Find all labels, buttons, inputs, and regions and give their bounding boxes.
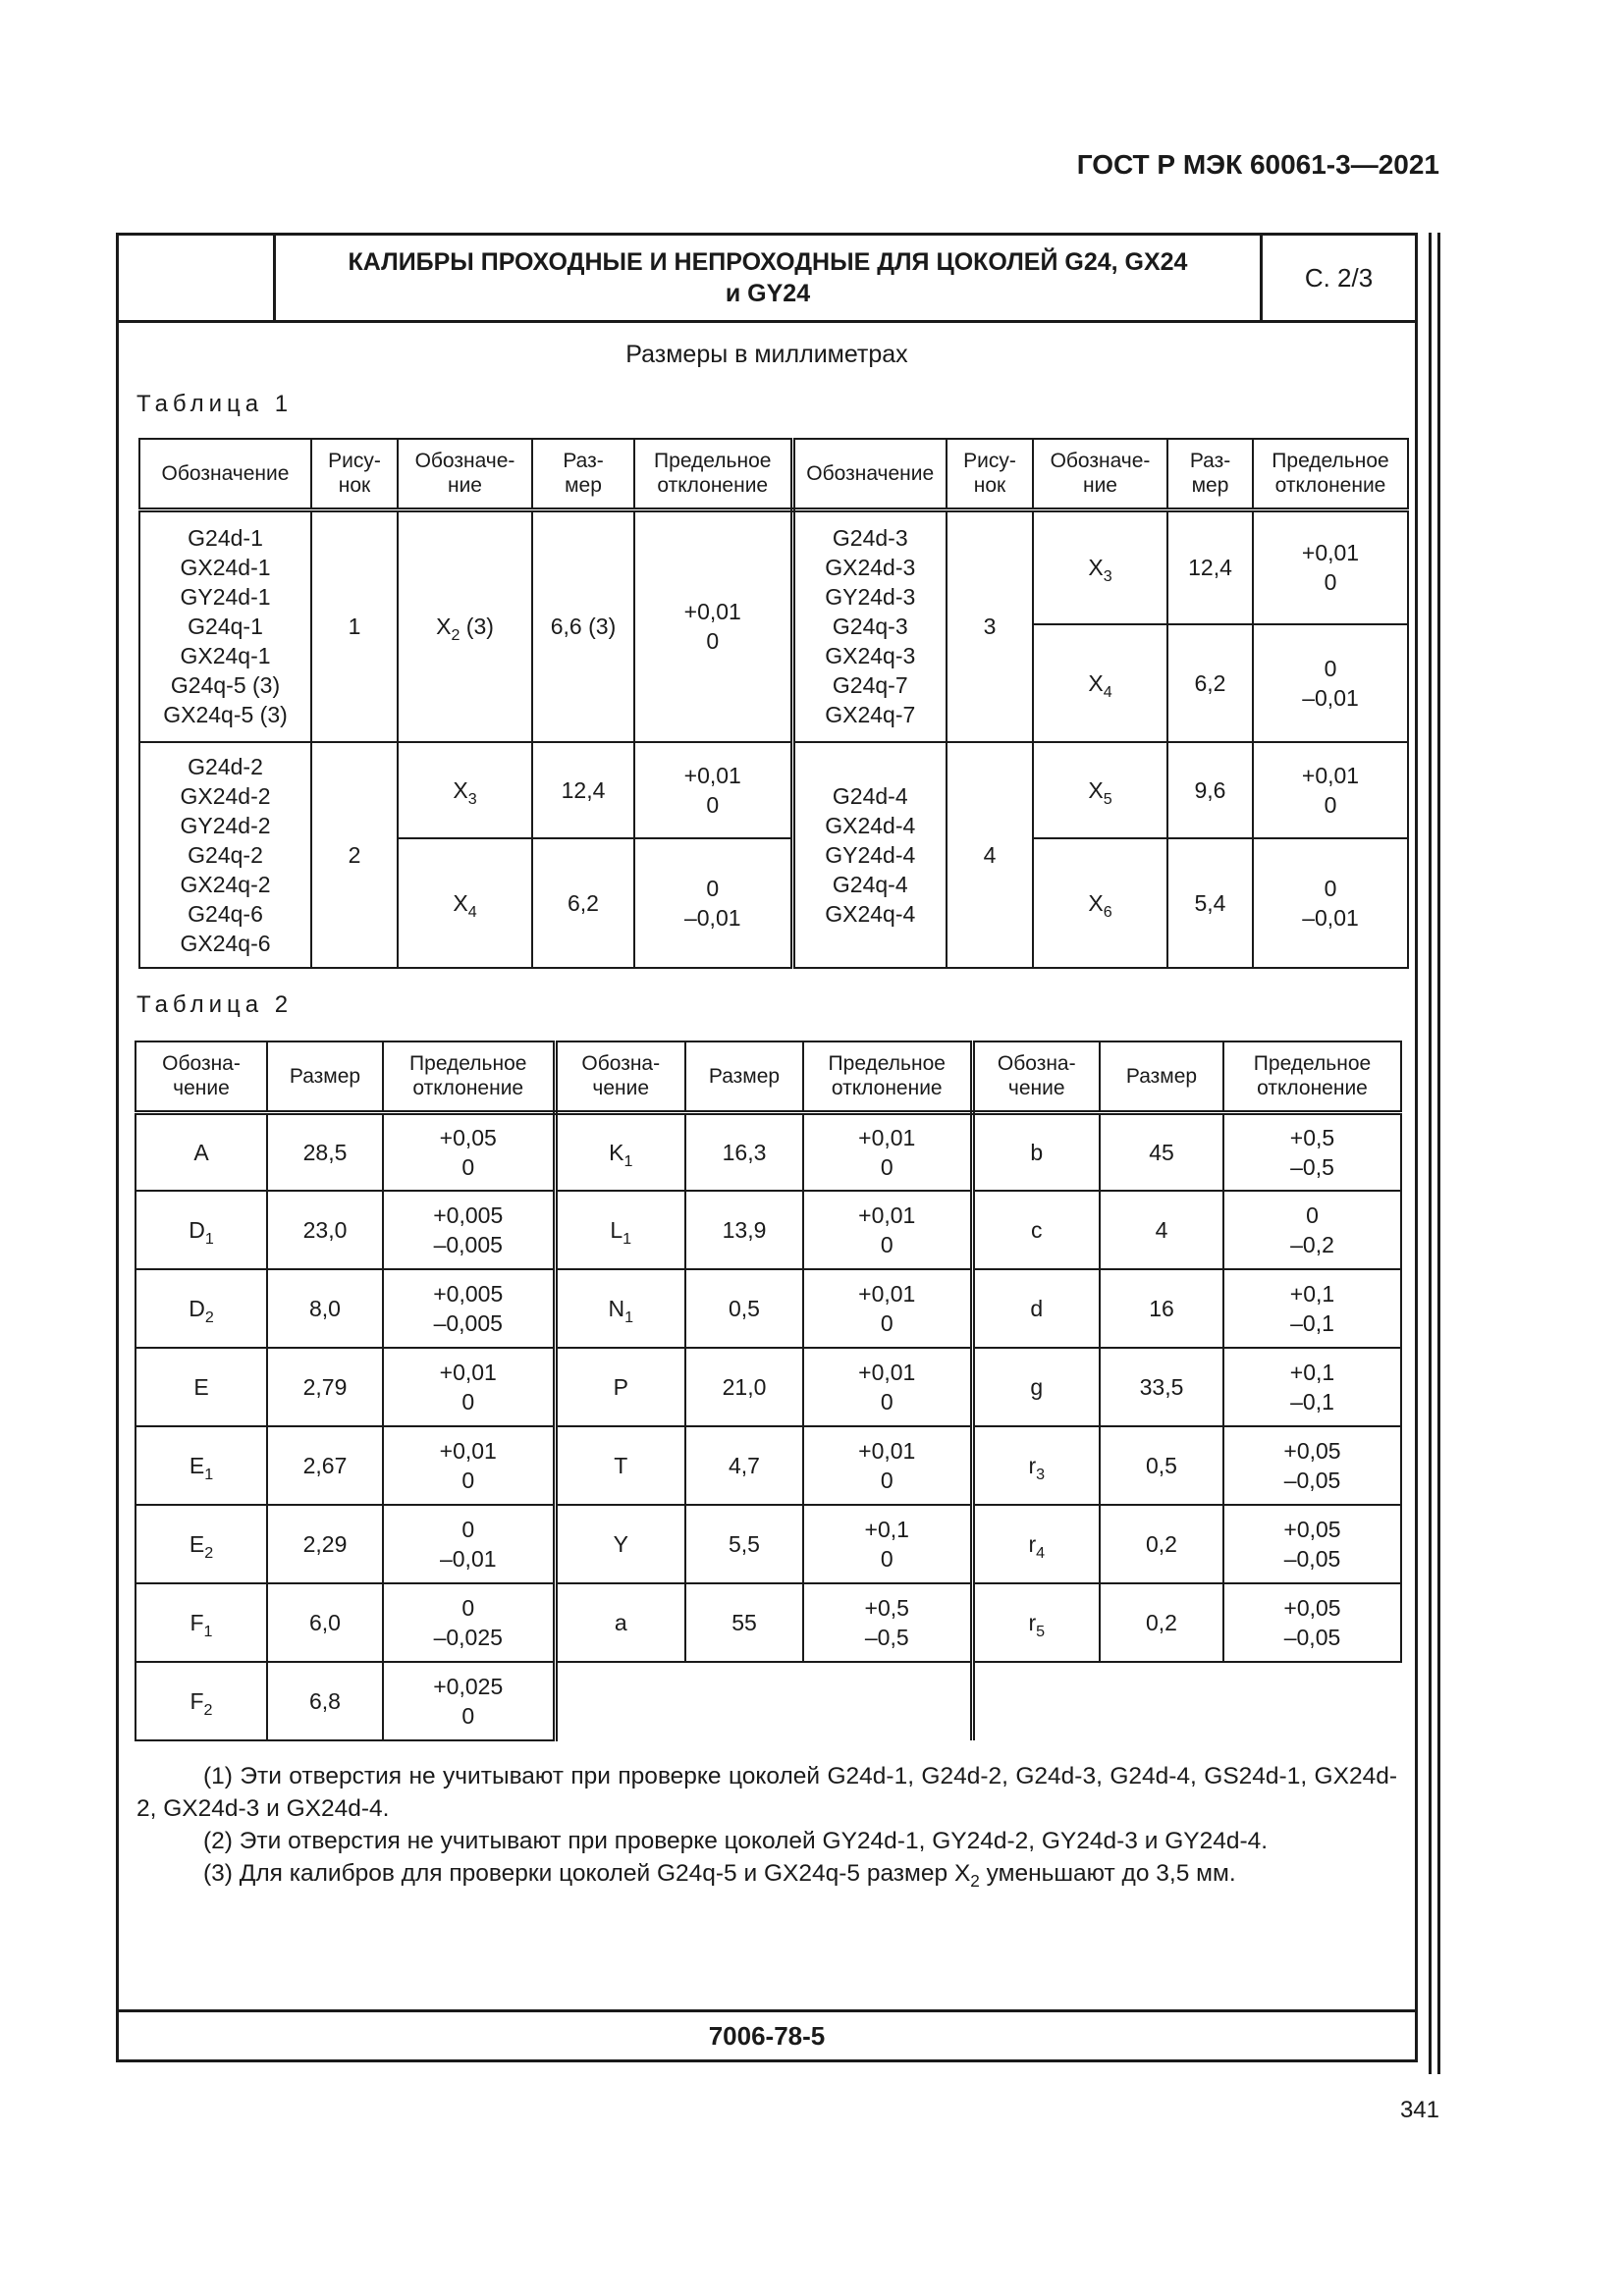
page-number: 341 [1399,2097,1439,2123]
size-value: 2,67 [267,1426,383,1505]
empty-cell [972,1662,1100,1740]
tolerance-value: +0,025 0 [383,1662,555,1740]
size-value: 5,4 [1167,838,1253,968]
tolerance-value: +0,5 –0,5 [803,1583,972,1662]
table1-header-row [139,439,1408,509]
col-header-tolerance: Предельное отклонение [1223,1041,1401,1112]
col-header-size: Раз- мер [532,439,634,509]
table-row [139,509,1408,624]
sheet-header [119,236,1415,323]
designation-symbol: c [972,1191,1100,1269]
table2-header-row [135,1041,1401,1112]
table-1 [138,438,1409,969]
frame-side-line [1429,233,1432,2074]
table-row [135,1583,1401,1662]
size-value: 28,5 [267,1112,383,1191]
tolerance-value: +0,1 0 [803,1505,972,1583]
tolerance-value: +0,01 0 [634,509,792,742]
designation-symbol: A [135,1112,267,1191]
empty-cell [1100,1662,1223,1740]
dimension-symbol: $X_2$ (3) [398,509,532,742]
size-value: 0,2 [1100,1505,1223,1583]
tolerance-value: +0,01 0 [383,1426,555,1505]
cap-list: G24d-3 GX24d-3 GY24d-3 G24q-3 GX24q-3 G24q-7 GX24q-7 [792,509,947,742]
size-value: 6,8 [267,1662,383,1740]
tolerance-value: 0 –0,2 [1223,1191,1401,1269]
dimension-symbol: $X_4$ [1033,624,1167,742]
designation-symbol: a [555,1583,685,1662]
col-header-tolerance: Предельное отклонение [634,439,792,509]
size-value: 2,79 [267,1348,383,1426]
tolerance-value: +0,01 0 [803,1112,972,1191]
col-header-figure: Рису- нок [947,439,1033,509]
sheet-number: С. 2/3 [1260,236,1415,320]
empty-cell [685,1662,803,1740]
size-value: 13,9 [685,1191,803,1269]
sheet-title: КАЛИБРЫ ПРОХОДНЫЕ И НЕПРОХОДНЫЕ ДЛЯ ЦОКОЛЕЙ G24, GX24 и GY24 [348,248,1188,307]
tolerance-value: +0,01 0 [634,742,792,838]
col-header-tolerance: Предельное отклонение [1253,439,1408,509]
size-value: 8,0 [267,1269,383,1348]
notes-block [136,1760,1397,1890]
col-header-tolerance: Предельное отклонение [383,1041,555,1112]
size-value: 5,5 [685,1505,803,1583]
col-header-designation: Обозна- чение [972,1041,1100,1112]
table-row [135,1426,1401,1505]
designation-symbol: d [972,1269,1100,1348]
dimension-symbol: $X_3$ [1033,509,1167,624]
size-value: 55 [685,1583,803,1662]
col-header-tolerance: Предельное отклонение [803,1041,972,1112]
tolerance-value: 0 –0,01 [383,1505,555,1583]
size-value: 6,0 [267,1583,383,1662]
tolerance-value: +0,05 –0,05 [1223,1505,1401,1583]
tolerance-value: +0,01 0 [383,1348,555,1426]
note-3: (3) Для калибров для проверки цоколей G24q-5 и GX24q-5 размер $X_2$ уменьшают до 3,5 мм. [203,1860,1236,1891]
figure-number: 3 [947,509,1033,742]
tolerance-value: +0,1 –0,1 [1223,1269,1401,1348]
tolerance-value: +0,005 –0,005 [383,1191,555,1269]
tolerance-value: +0,5 –0,5 [1223,1112,1401,1191]
table-row [135,1112,1401,1191]
designation-symbol: $N_1$ [555,1269,685,1348]
designation-symbol: E [135,1348,267,1426]
table-row [135,1191,1401,1269]
size-value: 6,2 [1167,624,1253,742]
designation-symbol: $D_2$ [135,1269,267,1348]
size-value: 23,0 [267,1191,383,1269]
col-header-designation: Обозначение [139,439,311,509]
size-value: 0,2 [1100,1583,1223,1662]
tolerance-value: +0,05 0 [383,1112,555,1191]
empty-cell [555,1662,685,1740]
size-value: 0,5 [685,1269,803,1348]
tolerance-value: +0,1 –0,1 [1223,1348,1401,1426]
table2-label: Таблица 2 [136,991,294,1018]
sheet-frame [116,233,1418,2062]
note-2: (2) Эти отверстия не учитывают при проверке цоколей GY24d-1, GY24d-2, GY24d-3 и GY24d-4. [203,1828,1269,1854]
header-blank-cell [119,236,276,320]
tolerance-value: +0,005 –0,005 [383,1269,555,1348]
col-header-figure: Рису- нок [311,439,398,509]
size-value: 16 [1100,1269,1223,1348]
tolerance-value: 0 –0,01 [634,838,792,968]
size-value: 6,2 [532,838,634,968]
tolerance-value: +0,01 0 [803,1348,972,1426]
cap-list: G24d-1 GX24d-1 GY24d-1 G24q-1 GX24q-1 G24q-5 (3) GX24q-5 (3) [139,509,311,742]
size-value: 4,7 [685,1426,803,1505]
cap-list: G24d-2 GX24d-2 GY24d-2 G24q-2 GX24q-2 G24q-6 GX24q-6 [139,742,311,968]
figure-number: 4 [947,742,1033,968]
designation-symbol: g [972,1348,1100,1426]
table-row [135,1348,1401,1426]
designation-symbol: $F_2$ [135,1662,267,1740]
table1-label: Таблица 1 [136,391,294,417]
tolerance-value: +0,01 0 [803,1426,972,1505]
size-value: 2,29 [267,1505,383,1583]
table-row [135,1662,1401,1740]
designation-symbol: Y [555,1505,685,1583]
designation-symbol: $K_1$ [555,1112,685,1191]
size-value: 0,5 [1100,1426,1223,1505]
tolerance-value: +0,05 –0,05 [1223,1426,1401,1505]
note-1: (1) Эти отверстия не учитывают при проверке цоколей G24d-1, G24d-2, G24d-3, G24d-4, GS24d-1, GX24d-2, GX24d-3 и GX24d-4. [136,1763,1397,1822]
dimension-symbol: $X_6$ [1033,838,1167,968]
empty-cell [1223,1662,1401,1740]
col-header-size: Размер [685,1041,803,1112]
tolerance-value: 0 –0,025 [383,1583,555,1662]
units-note: Размеры в миллиметрах [625,341,908,368]
size-value: 12,4 [1167,509,1253,624]
drawing-code: 7006-78-5 [119,2009,1415,2059]
designation-symbol: P [555,1348,685,1426]
tolerance-value: +0,05 –0,05 [1223,1583,1401,1662]
dimension-symbol: $X_4$ [398,838,532,968]
size-value: 6,6 (3) [532,509,634,742]
table-row [139,742,1408,838]
size-value: 12,4 [532,742,634,838]
size-value: 16,3 [685,1112,803,1191]
col-header-dimension: Обозначе- ние [398,439,532,509]
size-value: 33,5 [1100,1348,1223,1426]
size-value: 4 [1100,1191,1223,1269]
col-header-size: Раз- мер [1167,439,1253,509]
size-value: 21,0 [685,1348,803,1426]
designation-symbol: $r_4$ [972,1505,1100,1583]
table-row [135,1269,1401,1348]
tolerance-value: 0 –0,01 [1253,838,1408,968]
tolerance-value: 0 –0,01 [1253,624,1408,742]
document-code: ГОСТ Р МЭК 60061-3—2021 [1076,149,1439,180]
designation-symbol: $F_1$ [135,1583,267,1662]
designation-symbol: $D_1$ [135,1191,267,1269]
col-header-size: Размер [267,1041,383,1112]
tolerance-value: +0,01 0 [803,1191,972,1269]
figure-number: 1 [311,509,398,742]
tolerance-value: +0,01 0 [1253,509,1408,624]
size-value: 45 [1100,1112,1223,1191]
frame-side-line [1437,233,1440,2074]
designation-symbol: $r_3$ [972,1426,1100,1505]
col-header-size: Размер [1100,1041,1223,1112]
figure-number: 2 [311,742,398,968]
designation-symbol: b [972,1112,1100,1191]
col-header-designation: Обозначение [792,439,947,509]
designation-symbol: $E_2$ [135,1505,267,1583]
designation-symbol: T [555,1426,685,1505]
table-2 [135,1041,1402,1741]
col-header-designation: Обозна- чение [135,1041,267,1112]
empty-cell [803,1662,972,1740]
table-row [135,1505,1401,1583]
size-value: 9,6 [1167,742,1253,838]
col-header-designation: Обозна- чение [555,1041,685,1112]
cap-list: G24d-4 GX24d-4 GY24d-4 G24q-4 GX24q-4 [792,742,947,968]
designation-symbol: $E_1$ [135,1426,267,1505]
tolerance-value: +0,01 0 [1253,742,1408,838]
dimension-symbol: $X_3$ [398,742,532,838]
tolerance-value: +0,01 0 [803,1269,972,1348]
dimension-symbol: $X_5$ [1033,742,1167,838]
designation-symbol: $L_1$ [555,1191,685,1269]
designation-symbol: $r_5$ [972,1583,1100,1662]
col-header-dimension: Обозначе- ние [1033,439,1167,509]
